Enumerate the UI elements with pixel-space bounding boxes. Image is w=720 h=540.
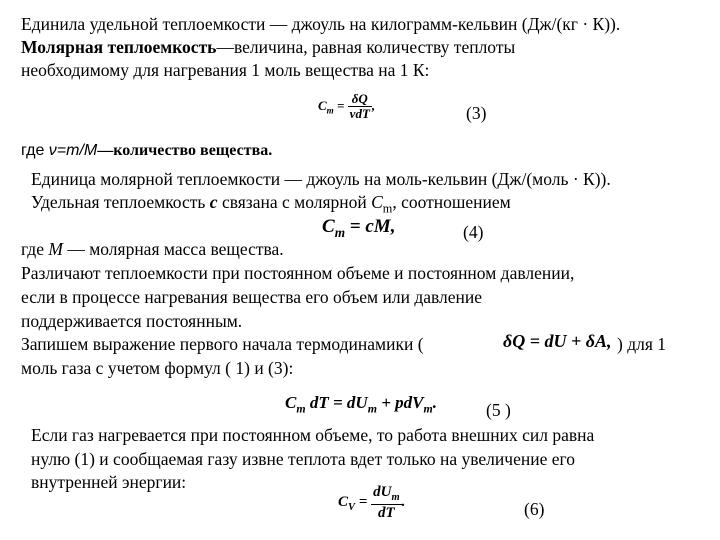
- text-line-3: [21, 59, 429, 81]
- text-line-10: поддерживается постоянным.: [21, 311, 243, 331]
- text-line-11: Запишем выражение первого начала термодинамики (: [21, 334, 424, 354]
- text-line-14: нулю (1) и сообщаемая газу извне теплота вдет только на увеличение его: [31, 449, 575, 469]
- text-line-12: моль газа с учетом формул ( 1) и (3):: [21, 358, 294, 378]
- equation-4: $C_m$ = cM,: [322, 216, 396, 240]
- text-line-7: где М — молярная масса вещества.: [21, 239, 284, 259]
- text-line-8: Различают теплоемкости при постоянном объеме и постоянном давлении,: [21, 263, 575, 283]
- amount-of-substance-formula: ν=m/M: [48, 142, 98, 159]
- text-line-13: Если газ нагревается при постоянном объеме, то работа внешних сил равна: [31, 425, 595, 445]
- equation-number-6: (6): [524, 499, 545, 519]
- text-line-9: если в процессе нагревания вещества его объем или давление: [21, 287, 483, 307]
- line-5-text: Единица молярной теплоемкости — джоуль на моль-кельвин (Дж/(моль · К)).: [31, 169, 611, 189]
- equation-5: $C_m$ dT = $dU_m + pdV_m$.: [285, 393, 437, 416]
- text-line-1: [21, 13, 620, 35]
- text-line-5: [31, 168, 611, 190]
- line-3-text: необходимому для нагревания 1 моль вещества на 1 К:: [21, 60, 430, 80]
- text-line-4: где ν=m/M—количество вещества.: [21, 142, 273, 159]
- text-line-6: Удельная теплоемкость с связана с молярной $C_m$, соотношением: [31, 192, 511, 216]
- text-line-15: внутренней энергии:: [31, 472, 187, 492]
- equation-number-5: (5 ): [486, 400, 511, 420]
- equation-6-fraction: $\frac{dU_m}{dT}$: [373, 484, 400, 521]
- equation-first-law: δQ = dU + δA,: [503, 331, 612, 351]
- equation-3-fraction: $\frac{\delta Q}{\text{νdT}}$: [349, 91, 370, 122]
- text-line-2: [21, 36, 515, 58]
- equation-3: $C_m$ = $\frac{\delta Q}{\text{νdT}}$ ,: [318, 91, 376, 122]
- text-line-11-end: ) для 1: [617, 334, 667, 354]
- equation-number-4: (4): [463, 222, 484, 242]
- equation-number-3: (3): [466, 103, 487, 123]
- line-2-rest: —величина, равная количеству теплоты: [216, 37, 516, 57]
- equation-6: $C_V$ = $\frac{dU_m}{dT}$ .: [338, 484, 406, 521]
- term-molar-heat-capacity: Молярная теплоемкость: [21, 37, 217, 57]
- line-1-text: Единила удельной теплоемкости — джоуль на килограмм-кельвин (Дж/(кг · К)).: [21, 14, 621, 34]
